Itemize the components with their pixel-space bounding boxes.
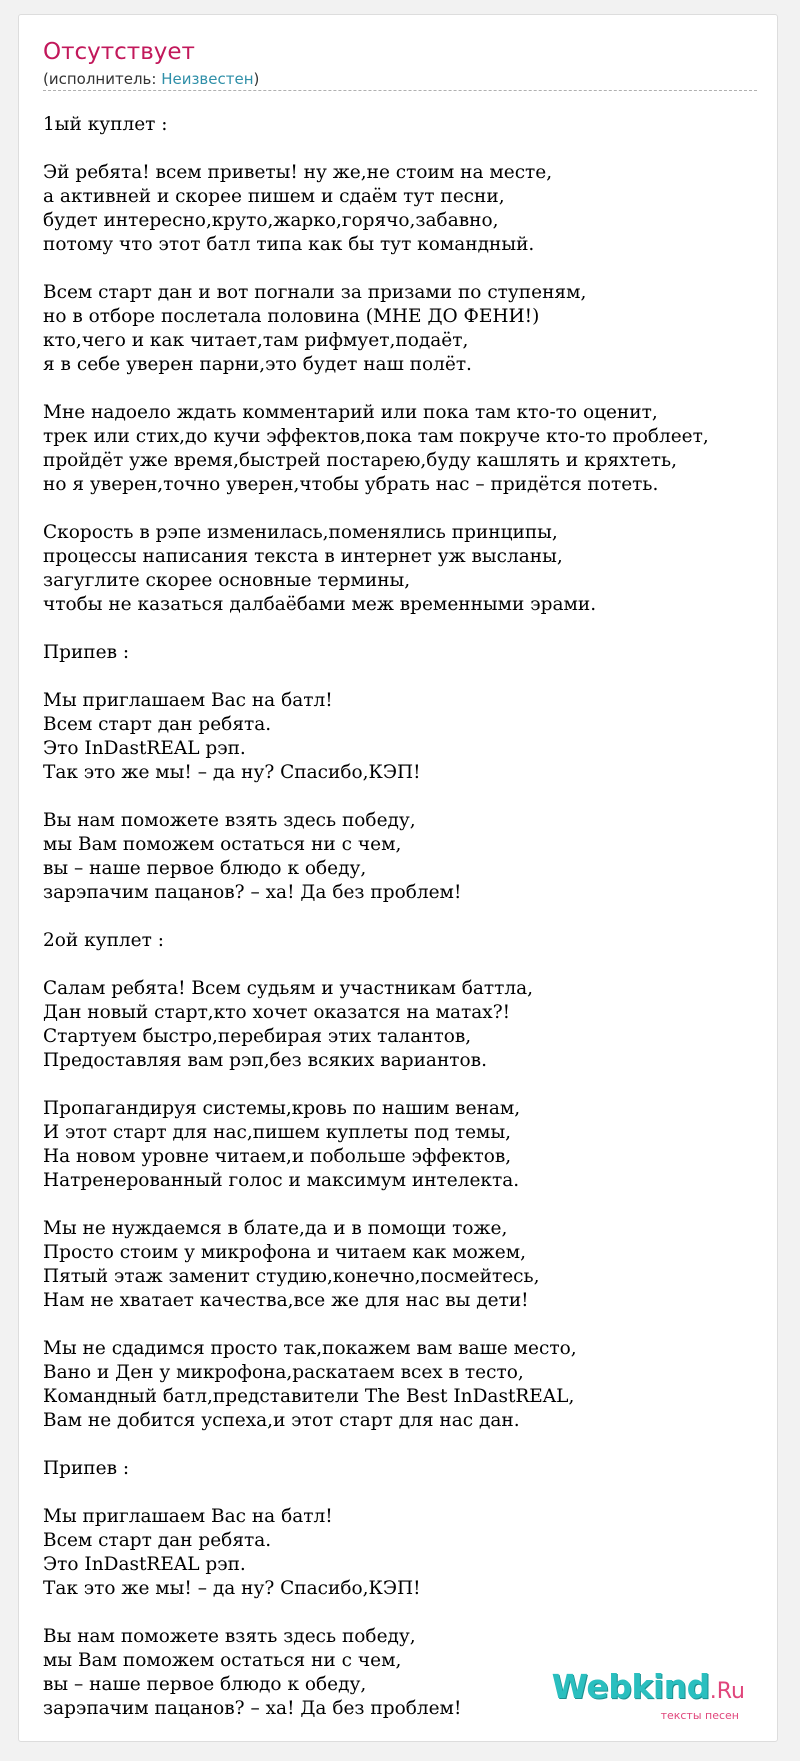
- lyrics-text: 1ый куплет : Эй ребята! всем приветы! ну же,не стоим на месте, а активней и скорее пишем и сдаём тут песни, будет интересно,круто,жарко,горячо,забавно, потому что этот батл типа как бы тут командный. Всем старт дан и вот погнали за призами по ступеням, но в отборе послетала половина (МНЕ ДО ФЕНИ!) кто,чего и как читает,там рифмует,подаёт, я в себе уверен парни,это будет наш полёт. Мне надоело ждать комментарий или пока там кто-то оценит, трек или стих,до кучи эффектов,пока там покруче кто-то проблеет, пройдёт уже время,быстрей постарею,буду кашлять и кряхтеть, но я уверен,точно уверен,чтобы убрать нас – придётся потеть. Скорость в рэпе изменилась,поменялись принципы, процессы написания текста в интернет уж высланы, загуглите скорее основные термины, чтобы не казаться далбаёбами меж временными эрами. Припев : Мы приглашаем Вас на батл! Всем старт дан ребята. Это InDastREAL рэп. Так это же мы! – да ну? Спасибо,КЭП! Вы нам поможете взять здесь победу, мы Вам поможем остаться ни с чем, вы – наше первое блюдо к обеду, зарэпачим пацанов? – ха! Да без проблем! 2ой куплет : Салам ребята! Всем судьям и участникам баттла, Дан новый старт,кто хочет оказатся на матах?! Стартуем быстро,перебирая этих талантов, Предоставляя вам рэп,без всяких вариантов. Пропагандируя системы,кровь по нашим венам, И этот старт для нас,пишем куплеты под темы, На новом уровне читаем,и побольше эффектов, Натренерованный голос и максимум интелекта. Мы не нуждаемся в блате,да и в помощи тоже, Просто стоим у микрофона и читаем как можем, Пятый этаж заменит студию,конечно,посмейтесь, Нам не хватает качества,все же для нас вы дети! Мы не сдадимся просто так,покажем вам ваше место, Вано и Ден у микрофона,раскатаем всех в тесто, Командный батл,представители The Best InDastREAL, Вам не добится успеха,и этот старт для нас дан. Припев : Мы приглашаем Вас на батл! Всем старт дан ребята. Это InDastREAL рэп. Так это же мы! – да ну? Спасибо,КЭП! Вы нам поможете взять здесь победу, мы Вам поможем остаться ни с чем, вы – наше первое блюдо к обеду, зарэпачим пацанов? – ха! Да без проблем!: [43, 114, 709, 1719]
- logo-subtitle: тексты песен: [660, 1709, 739, 1722]
- title-divider: [43, 90, 757, 91]
- artist-byline: [43, 72, 259, 87]
- logo-tld-text: .Ru: [709, 1679, 745, 1704]
- byline-prefix: (исполнитель:: [43, 70, 162, 88]
- song-title: Отсутствует: [43, 39, 195, 65]
- artist-link[interactable]: Неизвестен: [161, 70, 254, 88]
- logo-main-text: Webkind: [551, 1667, 710, 1706]
- byline-suffix: ): [253, 70, 260, 88]
- logo-wordmark: [545, 1669, 745, 1710]
- site-logo[interactable]: [545, 1667, 745, 1722]
- lyrics-card: [18, 14, 778, 1742]
